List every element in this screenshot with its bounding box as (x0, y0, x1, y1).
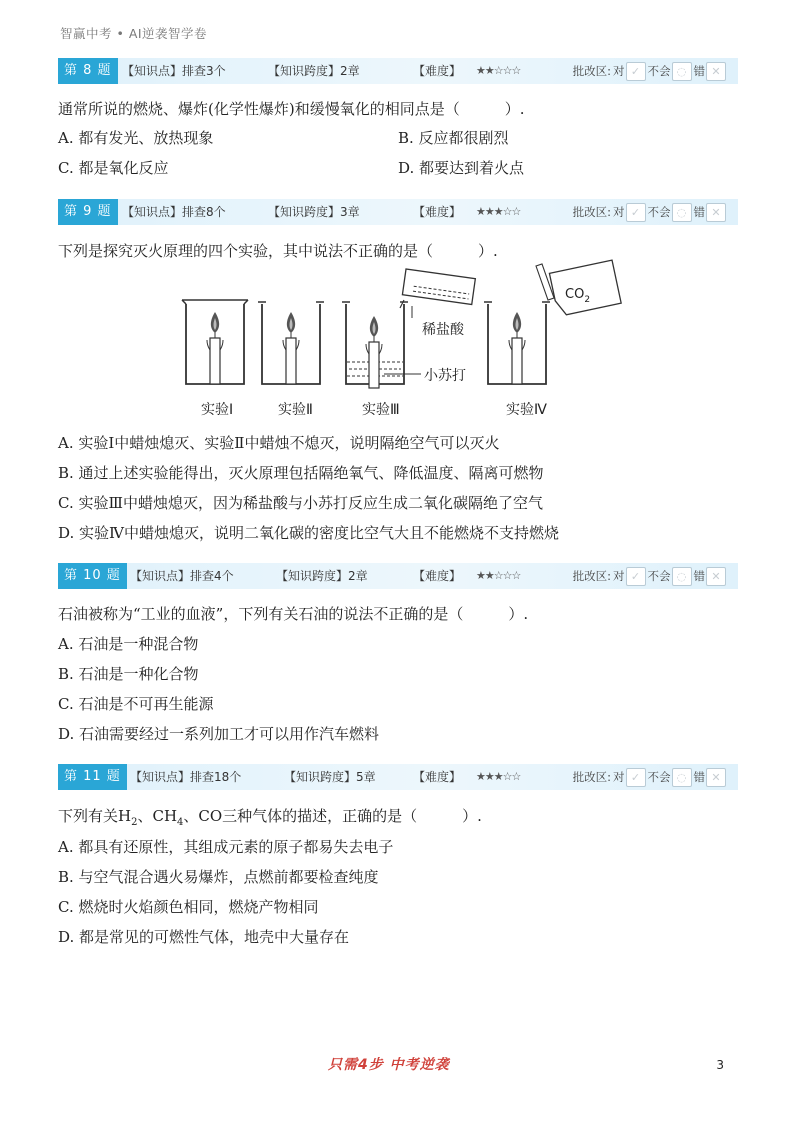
option-a: A. 石油是一种混合物 (58, 635, 199, 653)
knowledge-count: 【知识点】排查4个 (130, 569, 234, 583)
difficulty-label: 【难度】 (413, 770, 462, 784)
question-8-header (58, 58, 738, 84)
question-stem: 下列是探究灭火原理的四个实验，其中说法不正确的是（ ）. (58, 242, 498, 260)
option-d: D. 都是常见的可燃性气体，地壳中大量存在 (58, 928, 350, 946)
difficulty-label: 【难度】 (413, 569, 462, 583)
option-c: C. 石油是不可再生能源 (58, 695, 214, 713)
grading-zone (573, 61, 728, 81)
difficulty-stars: ★★☆☆☆ (476, 569, 521, 582)
grading-zone (573, 767, 728, 787)
question-number: 第 10 题 (58, 563, 127, 589)
difficulty-label: 【难度】 (413, 64, 462, 78)
grade-wrong-label: 错 (693, 569, 705, 583)
grade-right-label: 对 (613, 205, 625, 219)
option-a: A. 都具有还原性，其组成元素的原子都易失去电子 (58, 838, 394, 856)
acid-label: 稀盐酸 (422, 322, 464, 338)
gas-label: $CO_2$ (565, 287, 591, 305)
grade-unsure-checkbox[interactable]: ◌ (672, 567, 692, 586)
grade-right-checkbox[interactable]: ✓ (626, 62, 646, 81)
page-number: 3 (716, 1058, 724, 1072)
experiment-2-label: 实验Ⅱ (278, 402, 313, 418)
experiment-4-label: 实验Ⅳ (506, 402, 547, 418)
option-d: D. 实验Ⅳ中蜡烛熄灭，说明二氧化碳的密度比空气大且不能燃烧不支持燃烧 (58, 524, 560, 542)
experiment-3-label: 实验Ⅲ (362, 402, 400, 418)
grade-right-label: 对 (613, 569, 625, 583)
question-number: 第 11 题 (58, 764, 127, 790)
footer-logo: 只需4步 中考逆袭 (328, 1057, 450, 1073)
beaker-2 (258, 302, 324, 384)
grade-wrong-label: 错 (693, 770, 705, 784)
option-a: A. 实验Ⅰ中蜡烛熄灭、实验Ⅱ中蜡烛不熄灭，说明隔绝空气可以灭火 (58, 434, 500, 452)
question-stem: 石油被称为“工业的血液”，下列有关石油的说法不正确的是（ ）. (58, 605, 529, 623)
grade-right-label: 对 (613, 770, 625, 784)
grade-right-checkbox[interactable]: ✓ (626, 203, 646, 222)
grading-label: 批改区: (572, 64, 611, 78)
difficulty-stars: ★★★☆☆ (476, 205, 521, 218)
experiment-figure (176, 238, 636, 420)
option-b: B. 通过上述实验能得出，灭火原理包括隔绝氧气、降低温度、隔离可燃物 (58, 464, 544, 482)
experiment-1-label: 实验Ⅰ (201, 402, 234, 418)
knowledge-span: 【知识跨度】2章 (276, 569, 368, 583)
grade-unsure-label: 不会 (647, 205, 671, 219)
beaker-1 (182, 300, 248, 384)
page-header: 智赢中考 • AI逆袭智学卷 (60, 26, 208, 41)
knowledge-count: 【知识点】排查18个 (130, 770, 242, 784)
difficulty-stars: ★★☆☆☆ (476, 64, 521, 77)
grade-unsure-checkbox[interactable]: ◌ (672, 768, 692, 787)
grading-zone (573, 566, 728, 586)
option-c: C. 燃烧时火焰颜色相同，燃烧产物相同 (58, 898, 319, 916)
grade-wrong-checkbox[interactable]: ✕ (706, 567, 726, 586)
grade-wrong-checkbox[interactable]: ✕ (706, 203, 726, 222)
beaker-4 (484, 260, 621, 384)
option-b: B. 与空气混合遇火易爆炸，点燃前都要检查纯度 (58, 868, 379, 886)
knowledge-count: 【知识点】排查3个 (122, 64, 226, 78)
knowledge-count: 【知识点】排查8个 (122, 205, 226, 219)
grading-zone (573, 202, 728, 222)
question-11-header (58, 764, 738, 790)
difficulty-label: 【难度】 (413, 205, 462, 219)
knowledge-span: 【知识跨度】5章 (284, 770, 376, 784)
option-d: D. 石油需要经过一系列加工才可以用作汽车燃料 (58, 725, 380, 743)
grade-wrong-checkbox[interactable]: ✕ (706, 62, 726, 81)
grade-unsure-checkbox[interactable]: ◌ (672, 203, 692, 222)
grade-right-checkbox[interactable]: ✓ (626, 567, 646, 586)
question-9-header (58, 199, 738, 225)
question-number: 第 8 题 (58, 58, 118, 84)
grade-unsure-label: 不会 (647, 64, 671, 78)
question-stem: 通常所说的燃烧、爆炸(化学性爆炸)和缓慢氧化的相同点是（ ）. (58, 100, 525, 118)
question-10-header (58, 563, 738, 589)
grade-unsure-label: 不会 (647, 770, 671, 784)
soda-label: 小苏打 (424, 368, 466, 384)
option-b: B. 石油是一种化合物 (58, 665, 199, 683)
option-d: D. 都要达到着火点 (398, 159, 525, 177)
question-number: 第 9 题 (58, 199, 118, 225)
grade-wrong-checkbox[interactable]: ✕ (706, 768, 726, 787)
option-b: B. 反应都很剧烈 (398, 129, 509, 147)
grading-label: 批改区: (572, 569, 611, 583)
grade-right-label: 对 (613, 64, 625, 78)
grade-wrong-label: 错 (693, 64, 705, 78)
grade-unsure-label: 不会 (647, 569, 671, 583)
grading-label: 批改区: (572, 770, 611, 784)
option-a: A. 都有发光、放热现象 (58, 129, 214, 147)
grade-unsure-checkbox[interactable]: ◌ (672, 62, 692, 81)
knowledge-span: 【知识跨度】3章 (268, 205, 360, 219)
option-c: C. 都是氧化反应 (58, 159, 169, 177)
grade-wrong-label: 错 (693, 205, 705, 219)
question-stem: 下列有关$H_2$、$CH_4$、CO三种气体的描述，正确的是（ ）. (58, 807, 482, 828)
grade-right-checkbox[interactable]: ✓ (626, 768, 646, 787)
difficulty-stars: ★★★☆☆ (476, 770, 521, 783)
grading-label: 批改区: (572, 205, 611, 219)
option-c: C. 实验Ⅲ中蜡烛熄灭，因为稀盐酸与小苏打反应生成二氧化碳隔绝了空气 (58, 494, 543, 512)
knowledge-span: 【知识跨度】2章 (268, 64, 360, 78)
